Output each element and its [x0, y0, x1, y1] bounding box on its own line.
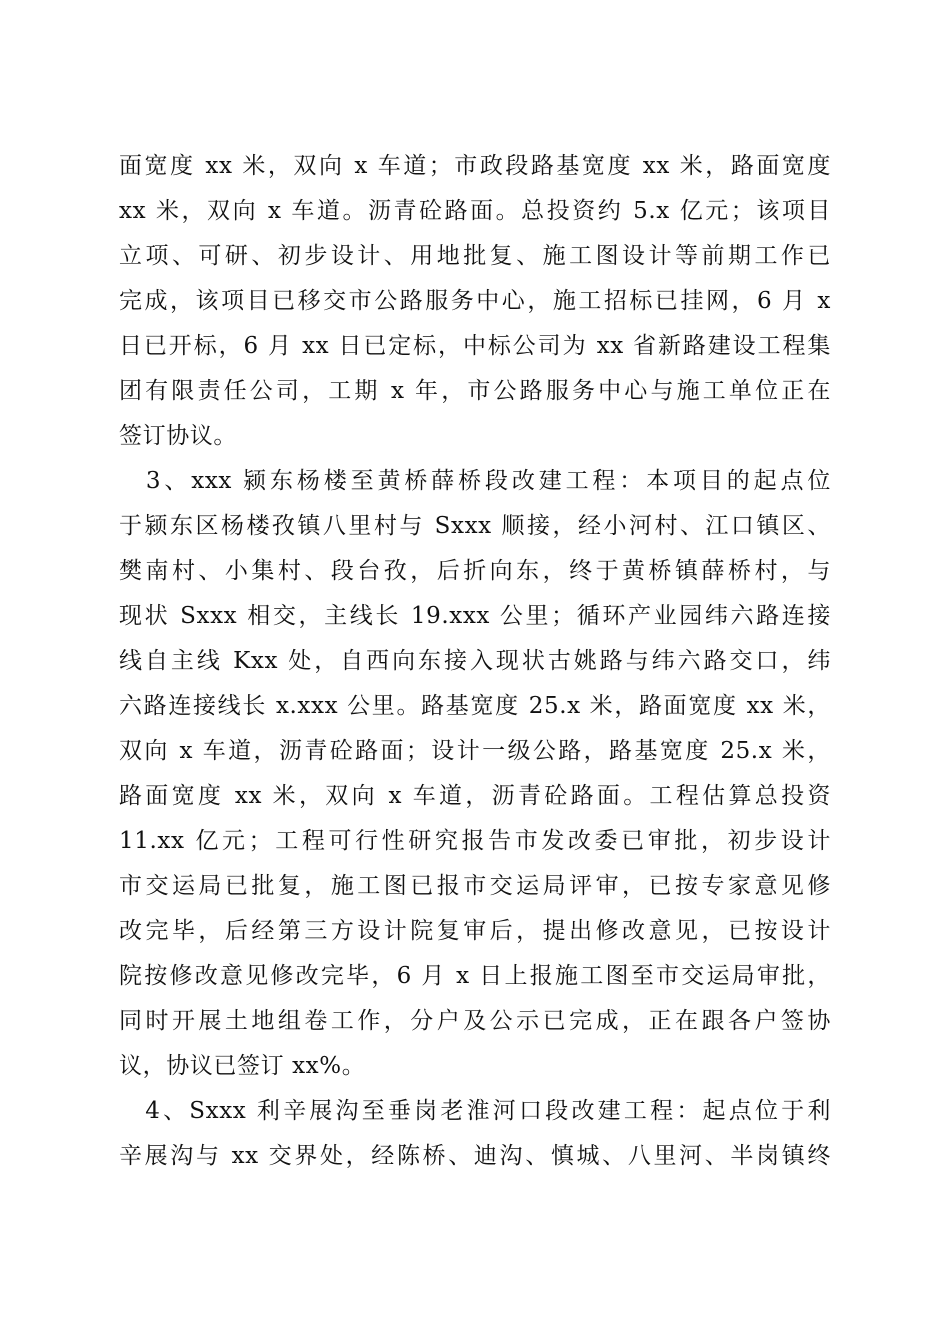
text-line: 11.xx 亿元；工程可行性研究报告市发改委已审批，初步设计 — [119, 828, 831, 854]
text-line: 院按修改意见修改完毕，6 月 x 日上报施工图至市交运局审批， — [119, 963, 831, 989]
text-line: 4、Sxxx 利辛展沟至垂岗老淮河口段改建工程：起点位于利 — [119, 1098, 831, 1124]
text-line: xx 米，双向 x 车道。沥青砼路面。总投资约 5.x 亿元；该项目 — [119, 198, 831, 224]
text-line: 于颍东区杨楼孜镇八里村与 Sxxx 顺接，经小河村、江口镇区、 — [119, 513, 831, 539]
document-body — [119, 144, 831, 1179]
text-line: 同时开展土地组卷工作，分户及公示已完成，正在跟各户签协 — [119, 1008, 831, 1034]
text-line: 团有限责任公司，工期 x 年，市公路服务中心与施工单位正在 — [119, 378, 831, 404]
text-line: 路面宽度 xx 米，双向 x 车道，沥青砼路面。工程估算总投资 — [119, 783, 831, 809]
text-line: 双向 x 车道，沥青砼路面；设计一级公路，路基宽度 25.x 米， — [119, 738, 831, 764]
text-line: 3、xxx 颍东杨楼至黄桥薛桥段改建工程：本项目的起点位 — [119, 468, 831, 494]
text-line: 日已开标，6 月 xx 日已定标，中标公司为 xx 省新路建设工程集 — [119, 333, 831, 359]
text-line: 议，协议已签订 xx%。 — [119, 1053, 366, 1079]
text-line: 面宽度 xx 米，双向 x 车道；市政段路基宽度 xx 米，路面宽度 — [119, 153, 831, 179]
text-line: 现状 Sxxx 相交，主线长 19.xxx 公里；循环产业园纬六路连接 — [119, 603, 831, 629]
text-line: 立项、可研、初步设计、用地批复、施工图设计等前期工作已 — [119, 243, 831, 269]
text-line: 线自主线 Kxx 处，自西向东接入现状古姚路与纬六路交口，纬 — [119, 648, 831, 674]
text-line: 改完毕，后经第三方设计院复审后，提出修改意见，已按设计 — [119, 918, 831, 944]
text-line: 六路连接线长 x.xxx 公里。路基宽度 25.x 米，路面宽度 xx 米， — [119, 693, 831, 719]
text-line: 樊南村、小集村、段台孜，后折向东，终于黄桥镇薛桥村，与 — [119, 558, 831, 584]
text-line: 签订协议。 — [119, 423, 237, 449]
text-line: 完成，该项目已移交市公路服务中心，施工招标已挂网，6 月 x — [119, 288, 831, 314]
text-line: 市交运局已批复，施工图已报市交运局评审，已按专家意见修 — [119, 873, 831, 899]
text-line: 辛展沟与 xx 交界处，经陈桥、迪沟、慎城、八里河、半岗镇终 — [119, 1143, 831, 1169]
